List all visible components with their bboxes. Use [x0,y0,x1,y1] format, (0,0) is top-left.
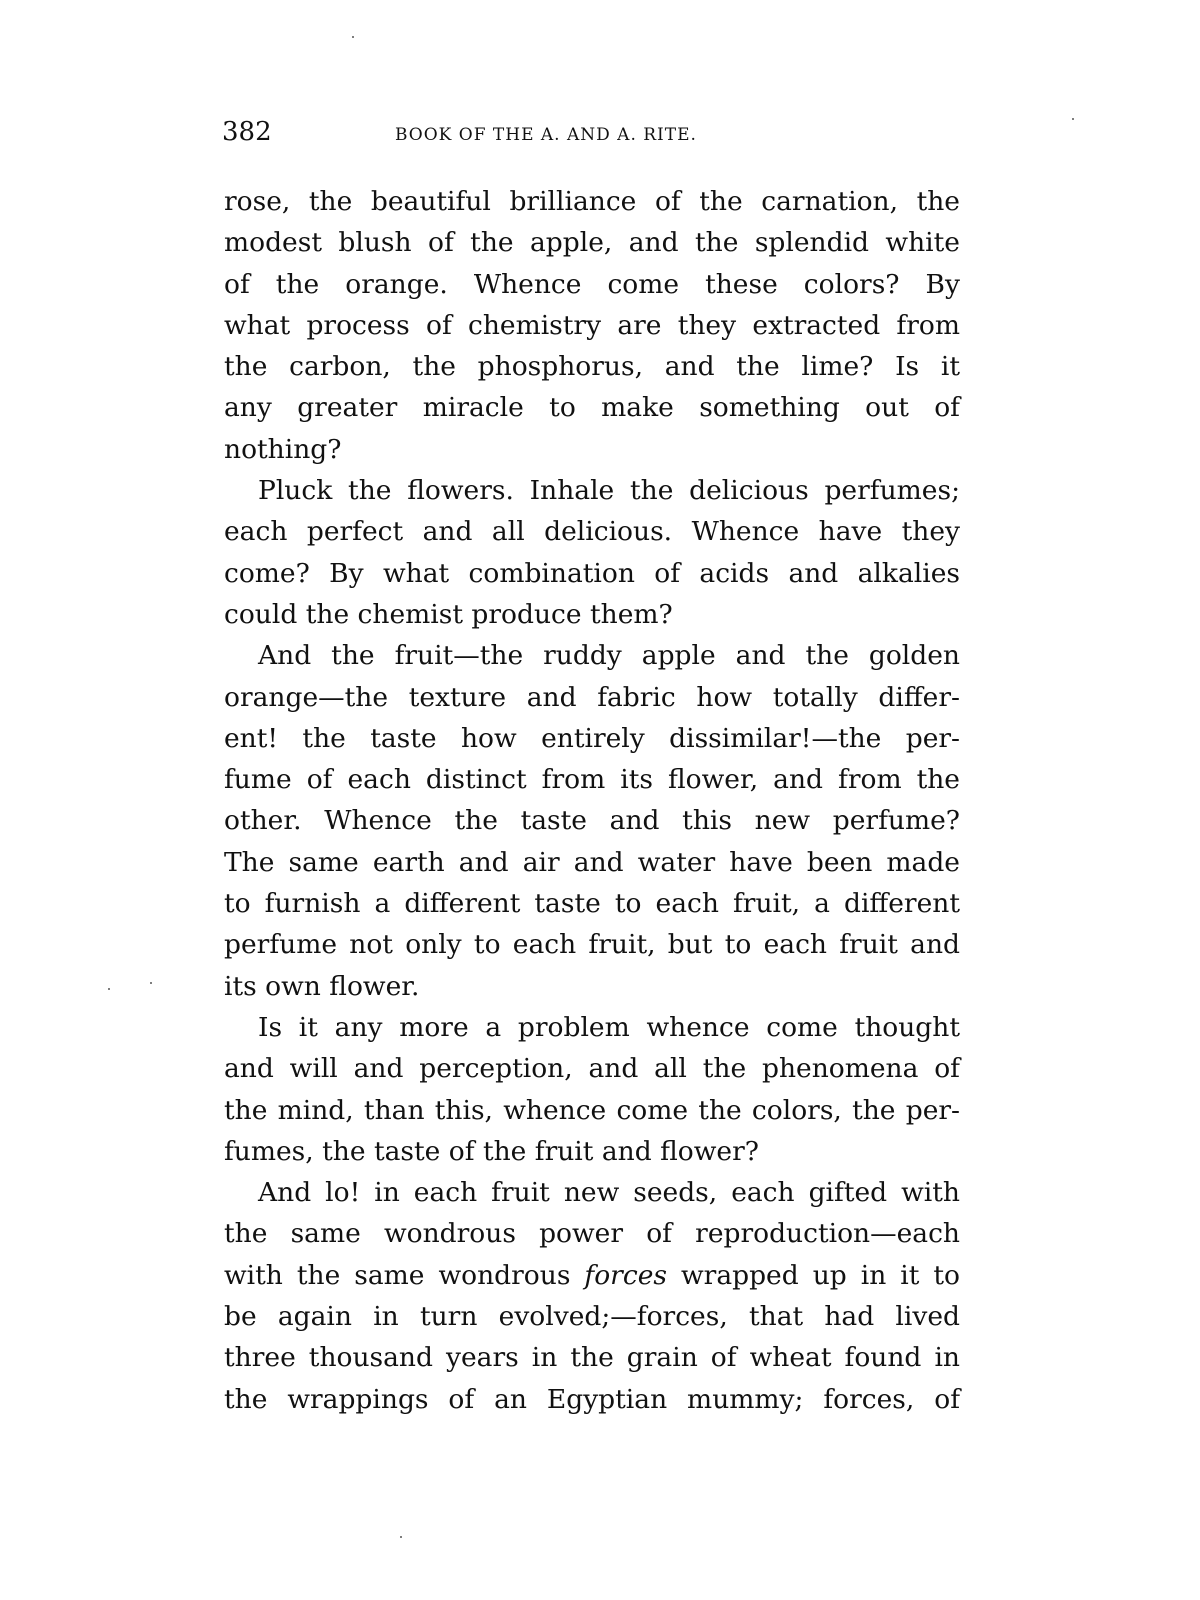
scan-speck [150,982,152,984]
text-line: other. Whence the taste and this new perfume? [224,805,960,837]
text-line: modest blush of the apple, and the splendid white [224,227,960,259]
text-line: the mind, than this, whence come the colors, the per- [224,1094,960,1126]
text-fragment: with the same wondrous [224,1259,585,1291]
text-line: Pluck the flowers. Inhale the delicious perfumes; [258,475,960,507]
body-text [224,181,960,1420]
text-line: its own flower. [224,970,420,1002]
text-line: rose, the beautiful brilliance of the carnation, the [224,186,960,217]
text-line: And lo! in each fruit new seeds, each gifted with [258,1177,960,1209]
text-line: any greater miracle to make something out of [224,392,960,424]
running-title: BOOK OF THE A. AND A. RITE. [395,125,697,145]
text-line: The same earth and air and water have been made [224,846,960,878]
text-line: the same wondrous power of reproduction—each [224,1218,960,1250]
text-line: what process of chemistry are they extracted from [224,309,960,341]
text-line: ent! the taste how entirely dissimilar!—the per- [224,722,960,754]
text-line: the carbon, the phosphorus, and the lime? Is it [224,351,960,383]
text-line: to furnish a different taste to each fruit, a different [224,888,960,920]
text-line: the wrappings of an Egyptian mummy; forces, of [224,1383,960,1415]
paragraph [224,181,960,470]
scan-speck [352,36,354,38]
running-head [222,112,962,152]
text-line: Is it any more a problem whence come thought [258,1011,960,1043]
text-line: and will and perception, and all the phenomena of [224,1053,960,1085]
paragraph [224,470,960,635]
text-line: come? By what combination of acids and alkalies [224,557,960,589]
text-line: nothing? [224,433,342,465]
page-number: 382 [222,117,272,147]
scan-speck [400,1536,402,1538]
text-line: could the chemist produce them? [224,598,673,630]
text-line: orange—the texture and fabric how totally differ- [224,681,960,713]
text-line: fumes, the taste of the fruit and flower? [224,1135,759,1167]
text-fragment: wrapped up in it to [666,1259,960,1291]
paragraph [224,1007,960,1172]
text-line-with-italic [224,1255,960,1296]
scan-speck [1072,118,1074,120]
text-line: be again in turn evolved;—forces, that had lived [224,1301,960,1333]
paragraph [224,1172,960,1420]
scan-speck [108,988,110,990]
text-line: each perfect and all delicious. Whence have they [224,516,960,548]
text-line: three thousand years in the grain of wheat found in [224,1342,960,1374]
text-line: perfume not only to each fruit, but to each fruit and [224,929,960,961]
text-line: And the fruit—the ruddy apple and the golden [258,640,960,672]
paragraph [224,635,960,1007]
text-line: fume of each distinct from its flower, and from the [224,764,960,796]
italic-word: forces [584,1259,667,1291]
text-line: of the orange. Whence come these colors? By [224,268,960,300]
